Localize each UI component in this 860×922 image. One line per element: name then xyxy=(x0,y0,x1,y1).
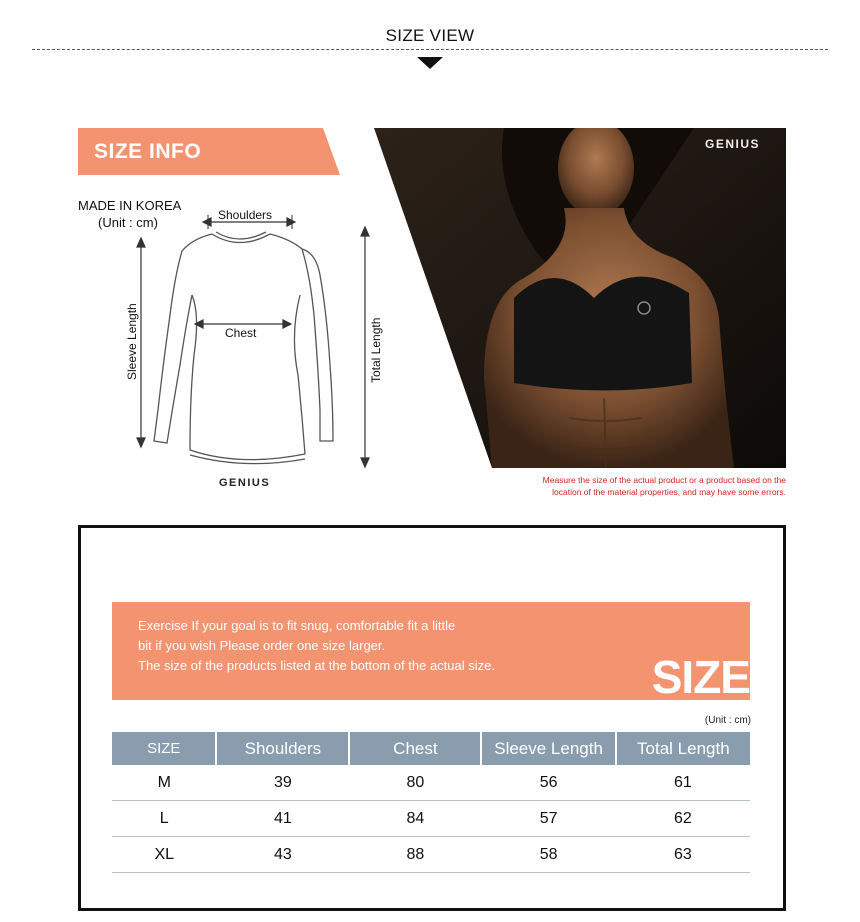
cell-total-length: 63 xyxy=(616,837,750,873)
total-length-label: Total Length xyxy=(369,317,383,383)
measurement-disclaimer xyxy=(420,474,786,498)
chest-label: Chest xyxy=(225,326,257,340)
table-row xyxy=(112,801,750,837)
cell-size: M xyxy=(112,765,216,801)
cell-chest: 84 xyxy=(349,801,481,837)
table-row xyxy=(112,765,750,801)
size-heading: SIZE xyxy=(651,651,750,703)
fit-notice-text xyxy=(138,616,495,676)
cell-shoulders: 43 xyxy=(216,837,349,873)
cell-sleeve-length: 57 xyxy=(481,801,615,837)
cell-total-length: 62 xyxy=(616,801,750,837)
dashed-divider xyxy=(32,49,828,50)
down-arrow-icon xyxy=(417,57,443,69)
garment-diagram xyxy=(120,205,390,475)
cell-chest: 80 xyxy=(349,765,481,801)
cell-size: XL xyxy=(112,837,216,873)
unit-label: (Unit : cm) xyxy=(98,215,158,230)
cell-total-length: 61 xyxy=(616,765,750,801)
size-info-heading: SIZE INFO xyxy=(94,140,202,163)
made-in-label: MADE IN KOREA xyxy=(78,198,182,213)
photo-genius-logo: GENIUS xyxy=(705,137,761,151)
sleeve-length-label: Sleeve Length xyxy=(125,303,139,380)
notice-line-1: Exercise If your goal is to fit snug, comfortable fit a little xyxy=(138,618,456,633)
model-photo-image xyxy=(374,128,786,468)
notice-line-3: The size of the products listed at the bottom of the actual size. xyxy=(138,658,495,673)
size-info-banner xyxy=(78,128,340,175)
cell-shoulders: 41 xyxy=(216,801,349,837)
shoulders-label: Shoulders xyxy=(218,208,273,222)
table-row xyxy=(112,837,750,873)
size-view-title: SIZE VIEW xyxy=(385,26,475,45)
size-table xyxy=(112,732,750,873)
table-unit-label: (Unit : cm) xyxy=(704,715,751,726)
header-total-length: Total Length xyxy=(616,732,750,765)
genius-logo: GENIUS xyxy=(219,477,271,489)
disclaimer-line-1: Measure the size of the actual product or a product based on the xyxy=(542,475,786,485)
cell-chest: 88 xyxy=(349,837,481,873)
product-photo xyxy=(374,128,786,468)
fit-notice-box xyxy=(112,602,750,703)
size-panel xyxy=(78,525,786,911)
cell-size: L xyxy=(112,801,216,837)
table-header-row xyxy=(112,732,750,765)
cell-sleeve-length: 56 xyxy=(481,765,615,801)
header-chest: Chest xyxy=(349,732,481,765)
cell-sleeve-length: 58 xyxy=(481,837,615,873)
disclaimer-line-2: location of the material properties, and may have some errors. xyxy=(552,487,786,497)
header-sleeve-length: Sleeve Length xyxy=(481,732,615,765)
header-size: SIZE xyxy=(112,732,216,765)
cell-shoulders: 39 xyxy=(216,765,349,801)
notice-line-2: bit if you wish Please order one size larger. xyxy=(138,638,386,653)
header-shoulders: Shoulders xyxy=(216,732,349,765)
